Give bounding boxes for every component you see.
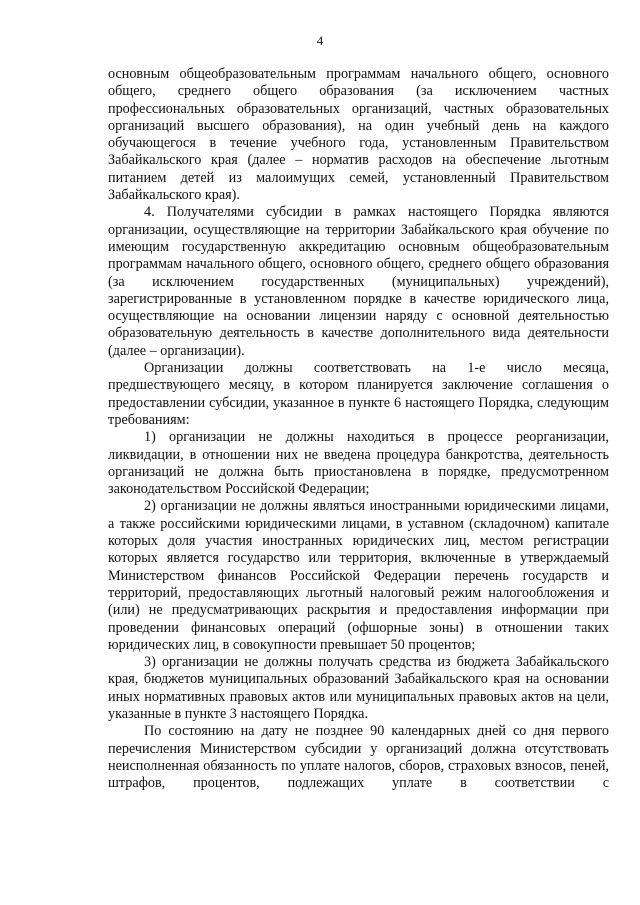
page-number: 4 [316,33,324,48]
paragraph-requirement-3: 3) организации не должны получать средства из бюджета Забайкальского края, бюджетов муниципальных образований Забайкальского края на основании иных нормативных правовых актов или муниципальных правовых актов на цели, указанные в пункте 3 настоящего Порядка. [108,654,609,722]
paragraph-item-4: 4. Получателями субсидии в рамках настоящего Порядка являются организации, осуществляющие на территории Забайкальского края обучение по имеющим государственную аккредитацию основным общеобразовательным программам начального общего, основного общего, среднего общего образования (за исключением государственных (муниципальных) учреждений), зарегистрированные в установленном порядке в качестве юридического лица, осуществляющие на основании лицензии наряду с основной деятельностью образовательную деятельность в качестве дополнительного вида деятельности (далее – организации). [108,204,609,359]
paragraph-requirement-1: 1) организации не должны находиться в процессе реорганизации, ликвидации, в отношении них не введена процедура банкротства, деятельность организаций не должна быть приостановлена в порядке, предусмотренном законодательством Российской Федерации; [108,429,609,498]
paragraph-requirements-intro: Организации должны соответствовать на 1-е число месяца, предшествующего месяцу, в котором планируется заключение соглашения о предоставлении субсидии, указанное в пункте 6 настоящего Порядка, следующим требованиям: [108,360,609,428]
paragraph-continuation: основным общеобразовательным программам начального общего, основного общего, среднего общего образования (за исключением частных профессиональных образовательных организаций, частных образовательных организаций высшего образования), на один учебный день на каждого обучающегося в течение учебного года, установленным Правительством Забайкальского края (далее – норматив расходов на обеспечение льготным питанием детей из малоимущих семей, установленный Правительством Забайкальского края). [108,66,609,204]
paragraph-tax-obligations: По состоянию на дату не позднее 90 календарных дней со дня первого перечисления Министерством субсидии у организаций должна отсутствовать неисполненная обязанность по уплате налогов, сборов, страховых взносов, пеней, штрафов, процентов, подлежащих уплате в соответствии с [108,723,609,792]
paragraph-requirement-2: 2) организации не должны являться иностранными юридическими лицами, а также российскими юридическими лицами, в уставном (складочном) капитале которых доля участия иностранных юридических лиц, местом регистрации которых является государство или территория, включенные в утверждаемый Министерством финансов Российской Федерации перечень государств и территорий, предоставляющих льготный налоговый режим налогообложения и (или) не предусматривающих раскрытия и предоставления информации при проведении финансовых операций (офшорные зоны) в отношении таких юридических лиц, в совокупности превышает 50 процентов; [108,498,609,653]
document-body [108,66,609,792]
